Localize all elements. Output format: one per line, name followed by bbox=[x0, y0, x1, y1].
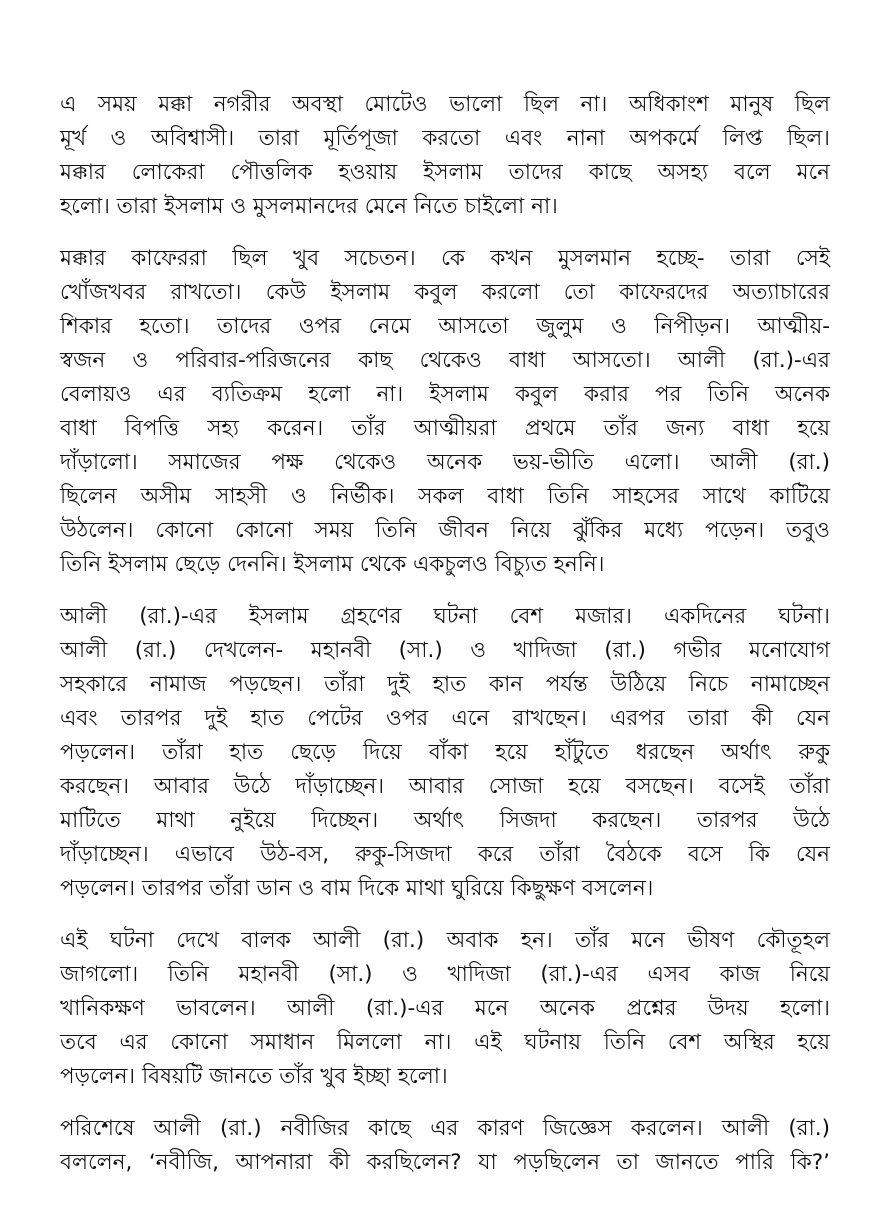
text-line: মক্কার কাফেররা ছিল খুব সচেতন। কে কখন মুসলমান হচ্ছে- তারা সেই bbox=[60, 246, 830, 271]
text-line: পড়লেন। তাঁরা হাত ছেড়ে দিয়ে বাঁকা হয়ে হাঁটুতে ধরছেন অর্থাৎ রুকু bbox=[60, 740, 830, 765]
text-line: আলী (রা.)-এর ইসলাম গ্রহণের ঘটনা বেশ মজার। একদিনের ঘটনা। bbox=[60, 604, 830, 629]
paragraph-3 bbox=[60, 600, 830, 906]
text-line: এ সময় মক্কা নগরীর অবস্থা মোটেও ভালো ছিল না। অধিকাংশ মানুষ ছিল bbox=[60, 92, 830, 117]
body-text bbox=[60, 88, 830, 1198]
text-line: করছেন। আবার উঠে দাঁড়াচ্ছেন। আবার সোজা হয়ে বসছেন। বসেই তাঁরা bbox=[60, 774, 830, 799]
text-line: খানিকক্ষণ ভাবলেন। আলী (রা.)-এর মনে অনেক প্রশ্নের উদয় হলো। bbox=[60, 996, 830, 1021]
paragraph-5 bbox=[60, 1112, 830, 1180]
text-line: হলো। তারা ইসলাম ও মুসলমানদের মেনে নিতে চাইলো না। bbox=[60, 194, 558, 219]
text-line: খোঁজখবর রাখতো। কেউ ইসলাম কবুল করলো তো কাফেরদের অত্যাচারের bbox=[60, 280, 830, 305]
text-line: পড়লেন। তারপর তাঁরা ডান ও বাম দিকে মাথা ঘুরিয়ে কিছুক্ষণ বসলেন। bbox=[60, 876, 654, 901]
text-line: পড়লেন। বিষয়টি জানতে তাঁর খুব ইচ্ছা হলো। bbox=[60, 1064, 448, 1089]
text-line: বললেন, ‘নবীজি, আপনারা কী করছিলেন? যা পড়ছিলেন তা জানতে পারি কি?’ bbox=[60, 1150, 830, 1175]
text-line: ছিলেন অসীম সাহসী ও নির্ভীক। সকল বাধা তিনি সাহসের সাথে কাটিয়ে bbox=[60, 484, 830, 509]
paragraph-1 bbox=[60, 88, 830, 224]
text-line: উঠলেন। কোনো কোনো সময় তিনি জীবন নিয়ে ঝুঁকির মধ্যে পড়েন। তবুও bbox=[60, 518, 830, 543]
text-line: আলী (রা.) দেখলেন- মহানবী (সা.) ও খাদিজা (রা.) গভীর মনোযোগ bbox=[60, 638, 830, 663]
paragraph-4 bbox=[60, 924, 830, 1094]
text-line: এই ঘটনা দেখে বালক আলী (রা.) অবাক হন। তাঁর মনে ভীষণ কৌতূহল bbox=[60, 928, 830, 953]
paragraph-2 bbox=[60, 242, 830, 582]
text-line: স্বজন ও পরিবার-পরিজনের কাছ থেকেও বাধা আসতো। আলী (রা.)-এর bbox=[60, 348, 830, 373]
text-line: শিকার হতো। তাদের ওপর নেমে আসতো জুলুম ও নিপীড়ন। আত্মীয়- bbox=[60, 314, 830, 339]
text-line: মাটিতে মাথা নুইয়ে দিচ্ছেন। অর্থাৎ সিজদা করছেন। তারপর উঠে bbox=[60, 808, 830, 833]
text-line: তবে এর কোনো সমাধান মিললো না। এই ঘটনায় তিনি বেশ অস্থির হয়ে bbox=[60, 1030, 830, 1055]
text-line: জাগলো। তিনি মহানবী (সা.) ও খাদিজা (রা.)-এর এসব কাজ নিয়ে bbox=[60, 962, 830, 987]
text-line: মক্কার লোকেরা পৌত্তলিক হওয়ায় ইসলাম তাদের কাছে অসহ্য বলে মনে bbox=[60, 160, 830, 185]
text-line: মূর্খ ও অবিশ্বাসী। তারা মূর্তিপূজা করতো এবং নানা অপকর্মে লিপ্ত ছিল। bbox=[60, 126, 830, 151]
text-line: পরিশেষে আলী (রা.) নবীজির কাছে এর কারণ জিজ্ঞেস করলেন। আলী (রা.) bbox=[60, 1116, 830, 1141]
text-line: দাঁড়াচ্ছেন। এভাবে উঠ-বস, রুকু-সিজদা করে তাঁরা বৈঠকে বসে কি যেন bbox=[60, 842, 830, 867]
text-line: এবং তারপর দুই হাত পেটের ওপর এনে রাখছেন। এরপর তারা কী যেন bbox=[60, 706, 830, 731]
text-line: বেলায়ও এর ব্যতিক্রম হলো না। ইসলাম কবুল করার পর তিনি অনেক bbox=[60, 382, 830, 407]
text-line: বাধা বিপত্তি সহ্য করেন। তাঁর আত্মীয়রা প্রথমে তাঁর জন্য বাধা হয়ে bbox=[60, 416, 830, 441]
text-line: দাঁড়ালো। সমাজের পক্ষ থেকেও অনেক ভয়-ভীতি এলো। আলী (রা.) bbox=[60, 450, 830, 475]
text-line: তিনি ইসলাম ছেড়ে দেননি। ইসলাম থেকে একচুলও বিচ্যুত হননি। bbox=[60, 552, 605, 577]
text-line: সহকারে নামাজ পড়ছেন। তাঁরা দুই হাত কান পর্যন্ত উঠিয়ে নিচে নামাচ্ছেন bbox=[60, 672, 830, 697]
